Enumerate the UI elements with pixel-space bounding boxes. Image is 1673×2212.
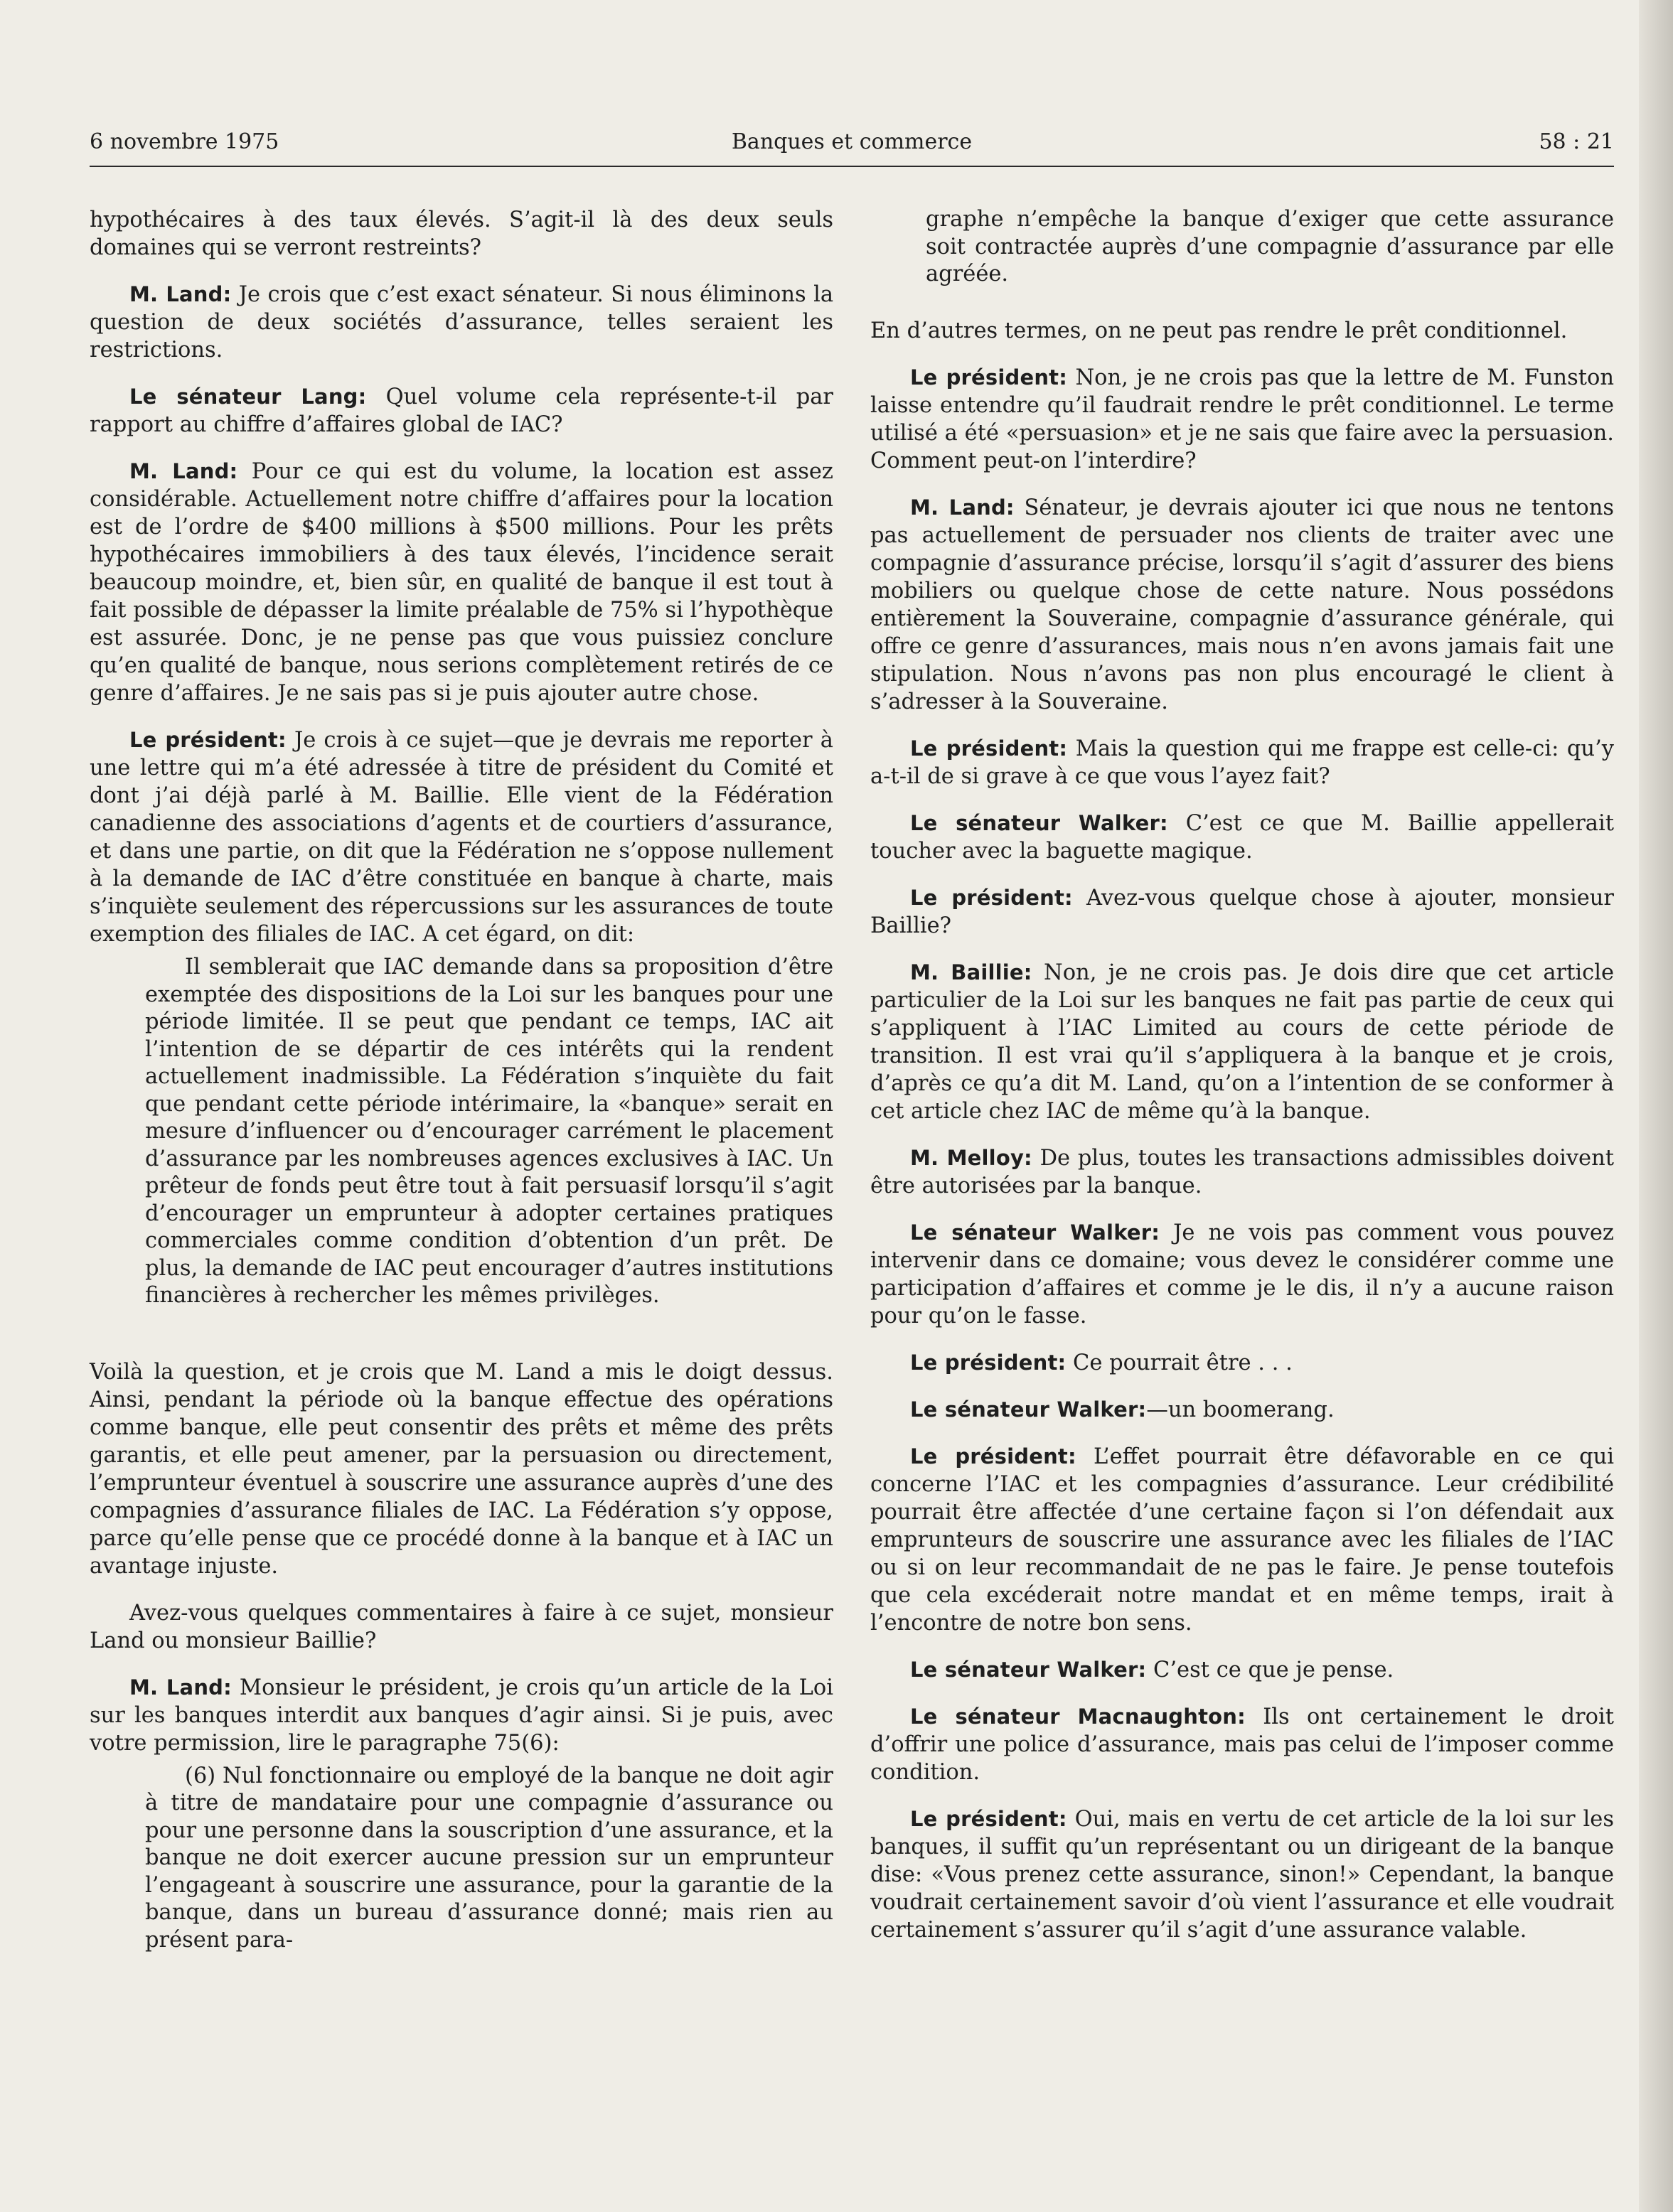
speech-text: Ce pourrait être . . . [1066,1350,1293,1375]
paragraph [870,1443,1614,1637]
paragraph [90,726,833,948]
header-date: 6 novembre 1975 [90,129,279,154]
paragraph [90,281,833,364]
speech-text: Pour ce qui est du volume, la location est assez considérable. Actuellement notre chiffre d’affaires pour la location est de l’ordre de $400 millions à $500 millions. Pour les prêts hypothécaires immobiliers à des taux élevés, l’incidence serait beaucoup moindre, et, bien sûr, en qualité de banque il est tout à fait possible de dépasser la limite préalable de 75% si l’hypothèque est assurée. Donc, je ne pense pas que vous puissiez conclure qu’en qualité de banque, nous serions complètement retirés de ce genre d’affaires. Je ne sais pas si je puis ajouter autre chose. [90,459,833,706]
paragraph [90,1674,833,1757]
header-page-number: 58 : 21 [1539,129,1614,154]
speaker-name: Le président: [910,736,1068,761]
speaker-name: M. Land: [129,1675,232,1700]
speaker-name: Le sénateur Macnaughton: [910,1704,1246,1729]
paragraph [870,1396,1614,1424]
speech-text: Je crois que c’est exact sénateur. Si nous éliminons la question de deux sociétés d’assurance, telles seraient les restrictions. [90,282,834,363]
speech-text: —un boomerang. [1146,1397,1335,1422]
speaker-name: M. Land: [129,459,238,483]
speaker-name: Le président: [910,1806,1067,1831]
paragraph [870,1144,1614,1200]
speaker-name: Le président: [910,885,1073,910]
paragraph [870,959,1614,1125]
block-quote-continued [926,206,1614,289]
speaker-name: Le sénateur Walker: [910,1220,1160,1245]
speech-text: C’est ce que M. Baillie appellerait toucher avec la baguette magique. [870,810,1614,864]
paragraph: hypothécaires à des taux élevés. S’agit-il là des deux seuls domaines qui se verront restreints? [90,208,833,260]
paragraph [870,494,1614,716]
speech-text: Sénateur, je devrais ajouter ici que nous ne tentons pas actuellement de persuader nos clients de traiter avec une compagnie d’assurance précise, lorsqu’il s’agit d’assurer des biens mobiliers ou quelque chose de cette nature. Nous possédons entièrement la Souveraine, compagnie d’assurance générale, qui offre ce genre d’assurances, mais nous n’en avons jamais fait une stipulation. Nous n’avons pas non plus encouragé le client à s’adresser à la Souveraine. [870,495,1614,714]
speaker-name: M. Land: [129,282,232,306]
header-rule [90,166,1614,167]
speaker-name: M. Baillie: [910,960,1032,984]
header-title: Banques et commerce [731,129,973,154]
speech-text: Monsieur le président, je crois qu’un article de la Loi sur les banques interdit aux banques d’agir ainsi. Si je puis, avec votre permission, lire le paragraphe 75(6): [90,1675,834,1756]
speech-text: Mais la question qui me frappe est celle-ci: qu’y a-t-il de si grave à ce que vous l’ayez fait? [870,736,1614,789]
paragraph [870,884,1614,940]
quote-text: (6) Nul fonctionnaire ou employé de la banque ne doit agir à titre de mandataire pour une compagnie d’assurance ou pour une personne dans la souscription d’une assurance, et la banque ne doit exercer aucune pression sur un emprunteur l’engageant à souscrire une assurance, pour la garantie de la banque, dans un bureau d’assurance donné; mais rien au présent para- [145,1763,833,1953]
quote-text: Il semblerait que IAC demande dans sa proposition d’être exemptée des dispositions de la Loi sur les banques pour une période limitée. Il se peut que pendant ce temps, IAC ait l’intention de se départir de ces intérêts qui la rendent actuellement inadmissible. La Fédération s’inquiète du fait que pendant cette période intérimaire, la «banque» serait en mesure d’influencer ou d’encourager carrément le placement d’assurance par les nombreuses agences exclusives à IAC. Un prêteur de fonds peut être tout à fait persuasif lorsqu’il s’agit d’encourager un emprunteur à adopter certaines pratiques commerciales comme condition d’obtention d’un prêt. De plus, la demande de IAC peut encourager d’autres institutions financières à rechercher les mêmes privilèges. [145,955,833,1308]
paragraph [870,1219,1614,1330]
block-quote [145,954,833,1310]
speech-text: Non, je ne crois pas que la lettre de M. Funston laisse entendre qu’il faudrait rendre le prêt conditionnel. Le terme utilisé a été «persuasion» et je ne sais que faire avec la persuasion. Comment peut-on l’interdire? [870,365,1614,473]
paragraph: Voilà la question, et je crois que M. Land a mis le doigt dessus. Ainsi, pendant la période où la banque effectue des opérations comme banque, elle peut consentir des prêts et même des prêts garantis, et elle peut amener, par la persuasion ou directement, l’emprunteur éventuel à souscrire une assurance auprès d’une des compagnies d’assurance filiales de IAC. La Fédération s’y oppose, parce qu’elle pense que ce procédé donne à la banque et à IAC un avantage injuste. [90,1359,833,1579]
running-header [90,128,1614,161]
page-edge-shadow [1639,0,1673,2212]
speaker-name: Le sénateur Walker: [910,810,1168,835]
speech-text: Ils ont certainement le droit d’offrir une police d’assurance, mais pas celui de l’imposer comme condition. [870,1704,1614,1785]
speech-text: Non, je ne crois pas. Je dois dire que cet article particulier de la Loi sur les banques ne fait pas partie de ceux qui s’appliquent à l’IAC Limited au cours de cette période de transition. Il est vrai qu’il s’appliquera à la banque et je crois, d’après ce qu’a dit M. Land, qu’on a l’intention de se conformer à cet article chez IAC de même qu’à la banque. [870,960,1614,1124]
speech-text: Oui, mais en vertu de cet article de la loi sur les banques, il suffit qu’un représentant ou un dirigeant de la banque dise: «Vous prenez cette assurance, sinon!» Cependant, la banque voudrait certainement savoir d’où vient l’assurance et elle voudrait certainement s’assurer qu’il s’agit d’une assurance valable. [870,1806,1615,1943]
paragraph: Avez-vous quelques commentaires à faire à ce sujet, monsieur Land ou monsieur Baillie? [90,1600,833,1653]
paragraph [870,1349,1614,1377]
paragraph [870,810,1614,865]
speech-text: De plus, toutes les transactions admissibles doivent être autorisées par la banque. [870,1145,1614,1198]
paragraph [870,364,1614,475]
paragraph [90,458,833,707]
quote-text: graphe n’empêche la banque d’exiger que cette assurance soit contractée auprès d’une compagnie d’assurance par elle agréée. [926,207,1614,286]
speaker-name: Le président: [129,728,287,752]
right-column [870,206,1614,1963]
speech-text: Je ne vois pas comment vous pouvez intervenir dans ce domaine; vous devez le considérer comme une participation d’affaires et comme je le dis, il n’y a aucune raison pour qu’on le fasse. [870,1220,1614,1328]
speaker-name: Le président: [910,365,1068,390]
paragraph [870,1703,1614,1786]
speaker-name: Le président: [910,1444,1076,1469]
speaker-name: Le président: [910,1350,1067,1375]
paragraph [90,383,833,439]
speech-text: C’est ce que je pense. [1146,1657,1394,1682]
speaker-name: Le sénateur Lang: [129,385,367,409]
speech-text: Je crois à ce sujet—que je devrais me reporter à une lettre qui m’a été adressée à titre de président du Comité et dont j’ai déjà parlé à M. Baillie. Elle vient de la Fédération canadienne des associations d’agents et de courtiers d’assurance, et dans une partie, on dit que la Fédération ne s’oppose nullement à la demande de IAC d’être constituée en banque à charte, mais s’inquiète seulement des répercussions sur les assurances de toute exemption des filiales de IAC. A cet égard, on dit: [90,728,833,947]
speaker-name: Le sénateur Walker: [910,1397,1147,1422]
left-column [90,206,833,1954]
speech-text: Avez-vous quelque chose à ajouter, monsieur Baillie? [870,885,1614,938]
paragraph: En d’autres termes, on ne peut pas rendre le prêt conditionnel. [870,318,1568,343]
block-quote [145,1763,833,1955]
speech-text: L’effet pourrait être défavorable en ce qui concerne l’IAC et les compagnies d’assurance. Leur crédibilité pourrait être affectée d’une certaine façon si l’on défendait aux emprunteurs de souscrire une assurance avec les filiales de l’IAC ou si on leur recommandait de ne pas le faire. Je pense toutefois que cela excéderait notre mandat et en même temps, irait à l’encontre de notre bon sens. [870,1444,1615,1636]
paragraph [870,735,1614,790]
speaker-name: M. Land: [910,495,1015,520]
speech-text: Quel volume cela représente-t-il par rapport au chiffre d’affaires global de IAC? [90,385,833,437]
paragraph [870,1805,1614,1944]
speaker-name: M. Melloy: [910,1145,1032,1170]
speaker-name: Le sénateur Walker: [910,1657,1147,1682]
paragraph [870,1656,1614,1684]
